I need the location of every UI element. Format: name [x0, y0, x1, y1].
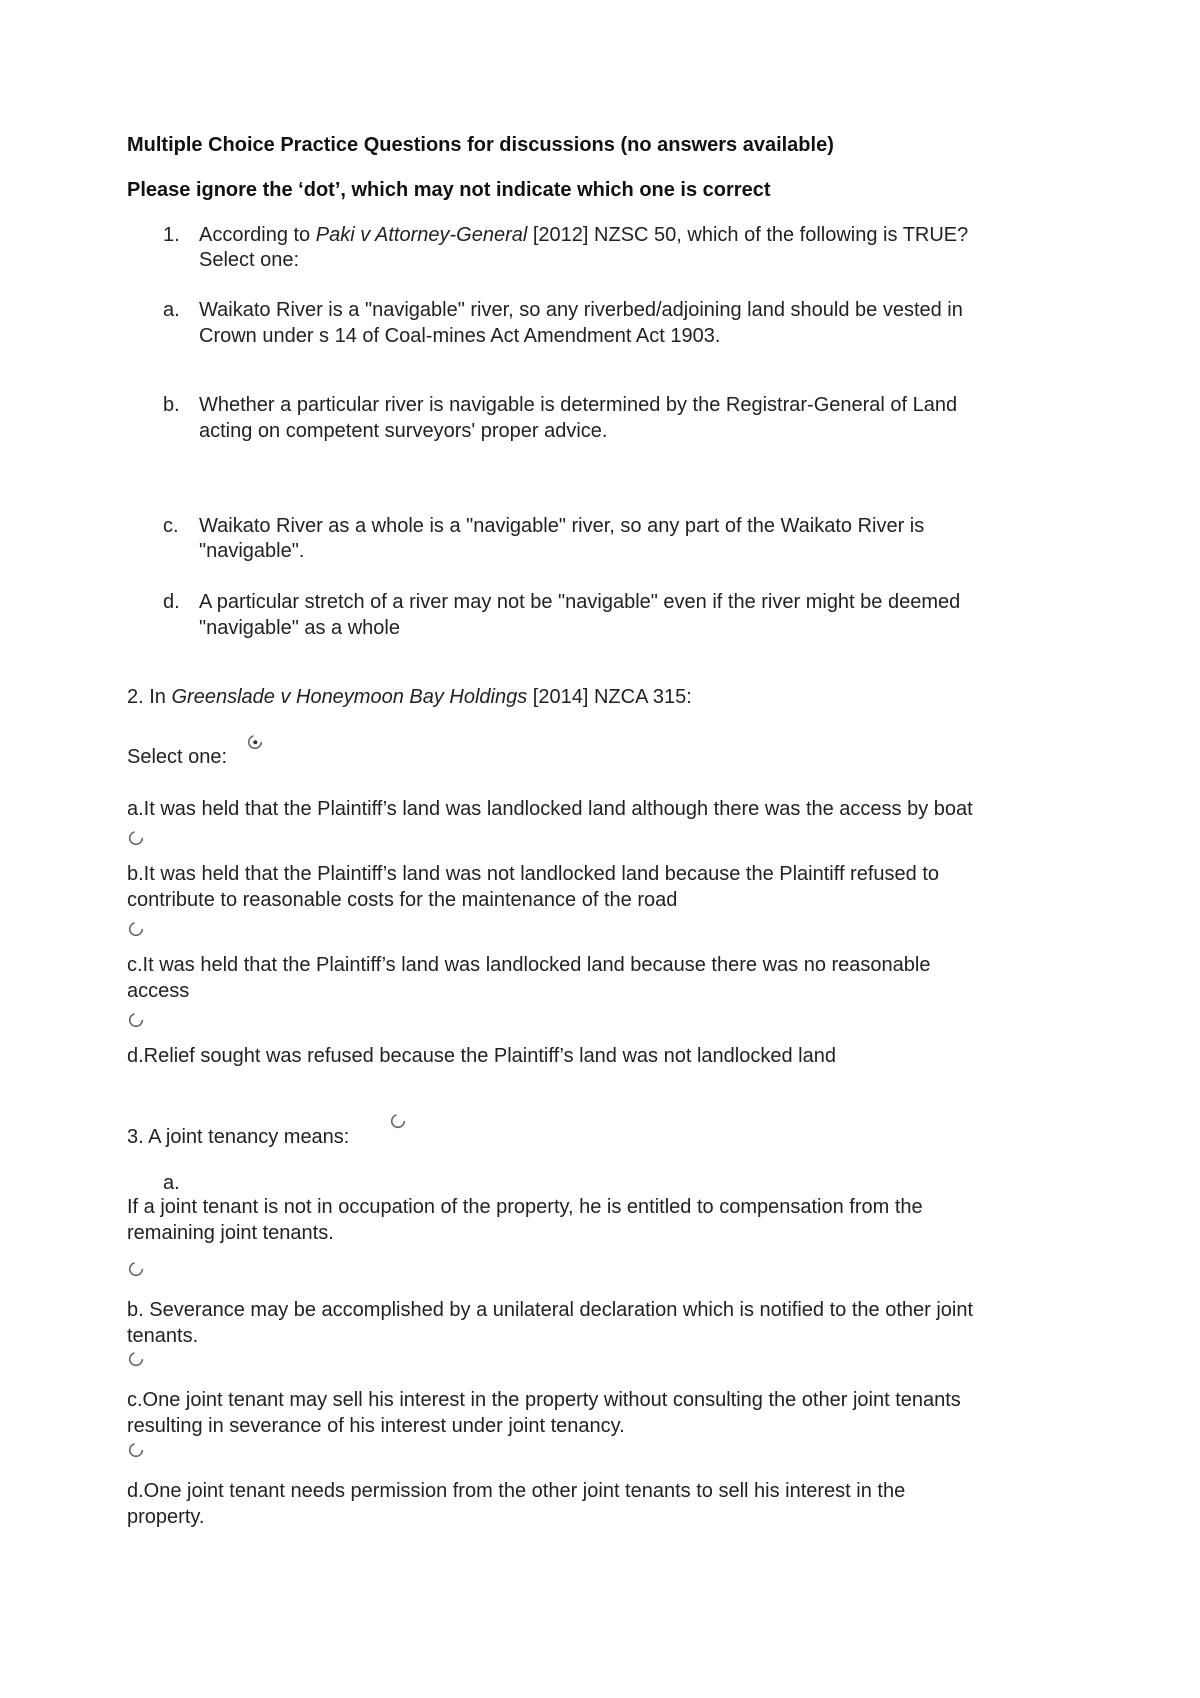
q2-option-c-line1[interactable]: c.It was held that the Plaintiff’s land was landlocked land because there was no reasonable: [127, 954, 931, 976]
q1-option-b-line1[interactable]: Whether a particular river is navigable is determined by the Registrar-General of Land: [199, 394, 958, 416]
q1-option-a-line2[interactable]: Crown under s 14 of Coal-mines Act Amendment Act 1903.: [199, 325, 721, 347]
document-subtitle: Please ignore the ‘dot’, which may not indicate which one is correct: [127, 179, 771, 201]
q3-option-c-line1[interactable]: c.One joint tenant may sell his interest in the property without consulting the other joint tenants: [127, 1389, 961, 1411]
q2-option-b-radio-icon[interactable]: [128, 921, 144, 937]
q1-stem: According to Paki v Attorney-General [2012] NZSC 50, which of the following is TRUE?: [199, 224, 969, 246]
q1-option-c-letter: c.: [163, 515, 179, 537]
q3-option-b-line1[interactable]: b. Severance may be accomplished by a unilateral declaration which is notified to the other joint: [127, 1299, 974, 1321]
q1-option-a-letter: a.: [163, 299, 180, 321]
q3-option-d-line1[interactable]: d.One joint tenant needs permission from the other joint tenants to sell his interest in the: [127, 1480, 906, 1502]
q1-number: 1.: [163, 224, 180, 246]
q2-radio-icon[interactable]: [247, 734, 263, 750]
q3-option-b-radio-icon[interactable]: [128, 1351, 144, 1367]
q3-option-d-line2[interactable]: property.: [127, 1506, 205, 1528]
q3-option-c-line2[interactable]: resulting in severance of his interest under joint tenancy.: [127, 1415, 625, 1437]
q3-option-a-letter: a.: [163, 1172, 180, 1194]
q1-option-a-line1[interactable]: Waikato River is a "navigable" river, so any riverbed/adjoining land should be vested in: [199, 299, 963, 321]
q3-option-a-line1[interactable]: If a joint tenant is not in occupation of the property, he is entitled to compensation from the: [127, 1196, 923, 1218]
q2-case-name: Greenslade v Honeymoon Bay Holdings: [171, 686, 528, 708]
q2-select-one: Select one:: [127, 746, 228, 768]
q1-option-d-line2[interactable]: "navigable" as a whole: [199, 617, 400, 639]
q3-option-a-radio-icon[interactable]: [128, 1261, 144, 1277]
q2-option-a-radio-icon[interactable]: [128, 830, 144, 846]
q3-option-a-line2[interactable]: remaining joint tenants.: [127, 1222, 334, 1244]
q1-select-one: Select one:: [199, 249, 300, 271]
q2-option-c-radio-icon[interactable]: [128, 1012, 144, 1028]
q3-option-c-radio-icon[interactable]: [128, 1442, 144, 1458]
q1-option-d-line1[interactable]: A particular stretch of a river may not be "navigable" even if the river might be deemed: [199, 591, 961, 613]
q2-option-c-line2[interactable]: access: [127, 980, 190, 1002]
q2-stem: 2. In Greenslade v Honeymoon Bay Holdings [2014] NZCA 315:: [127, 686, 692, 708]
q2-option-b-line1[interactable]: b.It was held that the Plaintiff’s land was not landlocked land because the Plaintiff refused to: [127, 863, 940, 885]
document-title: Multiple Choice Practice Questions for discussions (no answers available): [127, 134, 834, 156]
q2-option-a-line1[interactable]: a.It was held that the Plaintiff’s land was landlocked land although there was the access by boat: [127, 798, 973, 820]
q1-case-name: Paki v Attorney-General: [315, 224, 528, 246]
q1-option-c-line1[interactable]: Waikato River as a whole is a "navigable" river, so any part of the Waikato River is: [199, 515, 925, 537]
q1-option-b-letter: b.: [163, 394, 180, 416]
q1-option-c-line2[interactable]: "navigable".: [199, 540, 305, 562]
q3-stem: 3. A joint tenancy means:: [127, 1126, 350, 1148]
q2-option-d-line1[interactable]: d.Relief sought was refused because the Plaintiff’s land was not landlocked land: [127, 1045, 836, 1067]
q1-option-b-line2[interactable]: acting on competent surveyors' proper advice.: [199, 420, 608, 442]
q3-radio-icon[interactable]: [390, 1113, 406, 1129]
q3-option-b-line2[interactable]: tenants.: [127, 1325, 199, 1347]
q2-option-b-line2[interactable]: contribute to reasonable costs for the maintenance of the road: [127, 889, 678, 911]
q1-option-d-letter: d.: [163, 591, 180, 613]
